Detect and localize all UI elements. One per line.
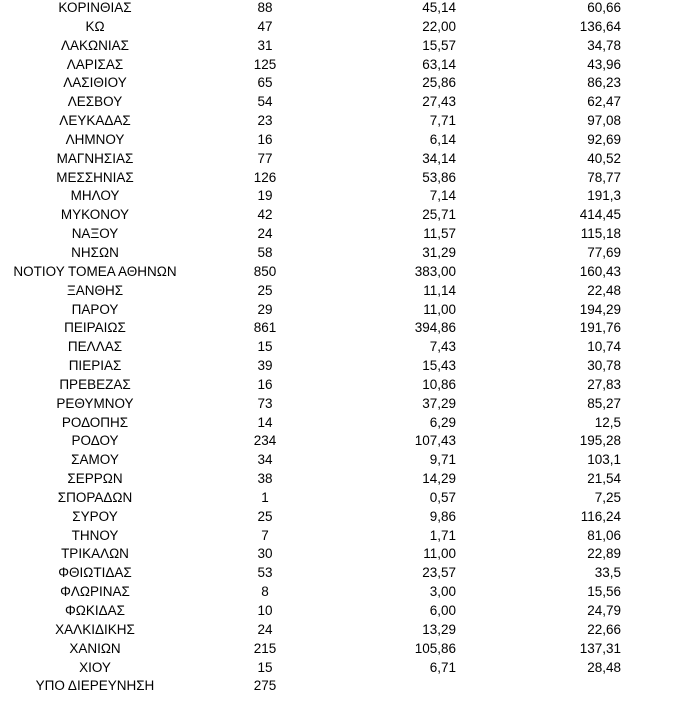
average-cell: 11,14 [423,282,456,298]
average-cell: 13,29 [422,621,456,637]
cases-cell: 73 [257,395,273,411]
region-name-cell: ΣΥΡΟΥ [72,508,118,524]
average-cell: 6,71 [429,659,456,675]
cases-cell: 23 [257,113,273,129]
cases-cell: 47 [257,18,273,34]
average-cell: 9,86 [429,508,456,524]
region-name-cell: ΡΟΔΟΠΗΣ [61,414,129,430]
region-name-cell: ΣΠΟΡΑΔΩΝ [57,489,133,505]
region-name-cell: ΛΑΚΩΝΙΑΣ [61,37,129,53]
cases-cell: 29 [257,301,273,317]
cases-cell: 1 [261,489,269,505]
average-cell: 1,71 [429,527,456,543]
region-name-cell: ΜΕΣΣΗΝΙΑΣ [56,169,134,185]
table-row [0,283,697,302]
average-cell: 7,43 [429,339,456,355]
average-cell: 11,00 [423,301,456,317]
average-cell: 3,00 [429,584,456,600]
region-name-cell: ΣΑΜΟΥ [71,452,119,468]
table-row [0,622,697,641]
cases-cell: 38 [257,471,273,487]
rate-cell: 116,24 [580,508,621,524]
table-row [0,264,697,283]
rate-cell: 22,66 [587,621,621,637]
table-row [0,603,697,622]
rate-cell: 43,96 [587,56,621,72]
cases-cell: 15 [257,339,273,355]
table-row [0,226,697,245]
region-name-cell: ΝΑΞΟΥ [71,226,119,242]
cases-cell: 65 [257,75,273,91]
cases-cell: 14 [257,414,273,430]
region-name-cell: ΠΡΕΒΕΖΑΣ [59,376,131,392]
table-row [0,678,697,697]
region-name-cell: ΜΥΚΟΝΟΥ [60,207,130,223]
rate-cell: 21,54 [587,471,621,487]
rate-cell: 27,83 [587,376,621,392]
cases-cell: 7 [261,527,269,543]
average-cell: 0,57 [429,489,456,505]
cases-cell: 42 [257,207,273,223]
cases-cell: 25 [257,508,273,524]
table-row [0,19,697,38]
region-name-cell: ΞΑΝΘΗΣ [66,282,124,298]
average-cell: 37,29 [422,395,456,411]
table-row [0,339,697,358]
rate-cell: 24,79 [587,603,621,618]
average-cell: 107,43 [414,433,456,449]
cases-cell: 215 [253,640,277,656]
table-row [0,471,697,490]
rate-cell: 86,23 [587,75,621,91]
average-cell: 23,57 [422,565,456,581]
rate-cell: 194,29 [579,301,621,317]
rate-cell: 81,06 [587,527,621,543]
region-name-cell: ΝΗΣΩΝ [71,244,119,260]
rate-cell: 191,76 [579,320,621,336]
rate-cell: 85,27 [587,395,621,411]
region-name-cell: ΧΑΛΚΙΔΙΚΗΣ [55,621,135,637]
region-name-cell: ΥΠΟ ΔΙΕΡΕΥΝΗΣΗ [35,678,155,694]
region-name-cell: ΛΗΜΝΟΥ [65,131,125,147]
table-row [0,188,697,207]
table-row [0,396,697,415]
region-name-cell: ΛΕΥΚΑΔΑΣ [59,113,131,129]
average-cell: 11,00 [423,546,456,562]
region-name-cell: ΠΕΛΛΑΣ [67,339,123,355]
rate-cell: 78,77 [587,169,621,185]
cases-cell: 19 [257,188,273,204]
rate-cell: 34,78 [587,37,621,53]
region-name-cell: ΝΟΤΙΟΥ ΤΟΜΕΑ ΑΘΗΝΩΝ [13,263,177,279]
rate-cell: 30,78 [587,358,621,374]
cases-cell: 16 [257,131,273,147]
region-name-cell: ΡΕΘΥΜΝΟΥ [56,395,134,411]
table-row [0,38,697,57]
table-row [0,151,697,170]
rate-cell: 40,52 [587,150,621,166]
region-name-cell: ΚΩ [85,18,105,34]
rate-cell: 62,47 [587,94,621,110]
average-cell: 11,57 [423,226,456,242]
region-name-cell: ΠΙΕΡΙΑΣ [68,358,122,374]
rate-cell: 103,1 [587,452,621,468]
region-name-cell: ΜΑΓΝΗΣΙΑΣ [56,150,134,166]
table-row [0,584,697,603]
table-row [0,509,697,528]
table-row [0,170,697,189]
table-row [0,358,697,377]
cases-cell: 88 [257,0,273,15]
rate-cell: 12,5 [594,414,621,430]
average-cell: 7,71 [429,113,456,129]
table-row [0,132,697,151]
average-cell: 14,29 [422,471,456,487]
region-name-cell: ΦΛΩΡΙΝΑΣ [60,584,130,600]
cases-cell: 77 [257,150,273,166]
cases-cell: 39 [257,358,273,374]
table-row [0,565,697,584]
region-name-cell: ΡΟΔΟΥ [71,433,119,449]
average-cell: 9,71 [429,452,456,468]
region-name-cell: ΧΙΟΥ [79,659,111,675]
rate-cell: 7,25 [594,489,621,505]
region-name-cell: ΛΑΣΙΘΙΟΥ [63,75,127,91]
table-row [0,415,697,434]
rate-cell: 60,66 [587,0,621,15]
table-row [0,490,697,509]
rate-cell: 195,28 [579,433,621,449]
region-name-cell: ΠΑΡΟΥ [71,301,119,317]
cases-cell: 53 [257,565,273,581]
table-row [0,433,697,452]
table-row [0,207,697,226]
region-name-cell: ΚΟΡΙΝΘΙΑΣ [58,0,132,15]
rate-cell: 77,69 [587,244,621,260]
average-cell: 53,86 [422,169,456,185]
cases-cell: 24 [257,621,273,637]
average-cell: 6,14 [429,131,456,147]
rate-cell: 115,18 [580,226,621,242]
table-row [0,94,697,113]
region-name-cell: ΣΕΡΡΩΝ [67,471,123,487]
region-name-cell: ΦΩΚΙΔΑΣ [65,603,125,618]
table-row [0,113,697,132]
region-name-cell: ΛΑΡΙΣΑΣ [66,56,124,72]
cases-cell: 234 [253,433,277,449]
rate-cell: 10,74 [587,339,621,355]
average-cell: 63,14 [422,56,456,72]
average-cell: 6,29 [429,414,456,430]
rate-cell: 97,08 [587,113,621,129]
cases-cell: 34 [257,452,273,468]
table-row [0,528,697,547]
table-row [0,377,697,396]
rate-cell: 15,56 [587,584,621,600]
table-row [0,452,697,471]
rate-cell: 33,5 [594,565,621,581]
cases-cell: 10 [257,603,273,618]
average-cell: 45,14 [422,0,456,15]
table-row [0,641,697,660]
average-cell: 27,43 [422,94,456,110]
table-row [0,0,697,19]
average-cell: 105,86 [414,640,456,656]
average-cell: 10,86 [422,376,456,392]
rate-cell: 136,64 [579,18,621,34]
cases-cell: 8 [261,584,269,600]
cases-cell: 126 [253,169,277,185]
average-cell: 383,00 [414,263,456,279]
average-cell: 25,86 [422,75,456,91]
cases-cell: 31 [257,37,273,53]
region-name-cell: ΛΕΣΒΟΥ [67,94,123,110]
region-name-cell: ΜΗΛΟΥ [70,188,120,204]
average-cell: 34,14 [422,150,456,166]
cases-cell: 15 [257,659,273,675]
table-row [0,546,697,565]
table-row [0,75,697,94]
rate-cell: 137,31 [579,640,621,656]
cases-cell: 125 [253,56,277,72]
average-cell: 25,71 [422,207,456,223]
cases-cell: 16 [257,376,273,392]
cases-cell: 30 [257,546,273,562]
cases-cell: 25 [257,282,273,298]
rate-cell: 28,48 [587,659,621,675]
rate-cell: 22,89 [587,546,621,562]
average-cell: 394,86 [414,320,456,336]
average-cell: 15,57 [422,37,456,53]
cases-cell: 58 [257,244,273,260]
cases-cell: 24 [257,226,273,242]
region-name-cell: ΦΘΙΩΤΙΔΑΣ [58,565,132,581]
average-cell: 15,43 [422,358,456,374]
region-name-cell: ΠΕΙΡΑΙΩΣ [64,320,126,336]
rate-cell: 191,3 [587,188,621,204]
region-name-cell: ΤΡΙΚΑΛΩΝ [61,546,129,562]
table-row [0,302,697,321]
average-cell: 6,00 [429,603,456,618]
table-row [0,57,697,76]
rate-cell: 92,69 [587,131,621,147]
table-row [0,245,697,264]
cases-cell: 275 [253,678,277,694]
cases-cell: 54 [257,94,273,110]
rate-cell: 414,45 [579,207,621,223]
average-cell: 22,00 [422,18,456,34]
region-name-cell: ΧΑΝΙΩΝ [69,640,121,656]
table-row [0,320,697,339]
cases-cell: 850 [253,263,277,279]
average-cell: 7,14 [429,188,456,204]
cases-cell: 861 [253,320,277,336]
table-row [0,660,697,679]
rate-cell: 160,43 [579,263,621,279]
rate-cell: 22,48 [587,282,621,298]
region-name-cell: ΤΗΝΟΥ [71,527,119,543]
average-cell: 31,29 [422,244,456,260]
